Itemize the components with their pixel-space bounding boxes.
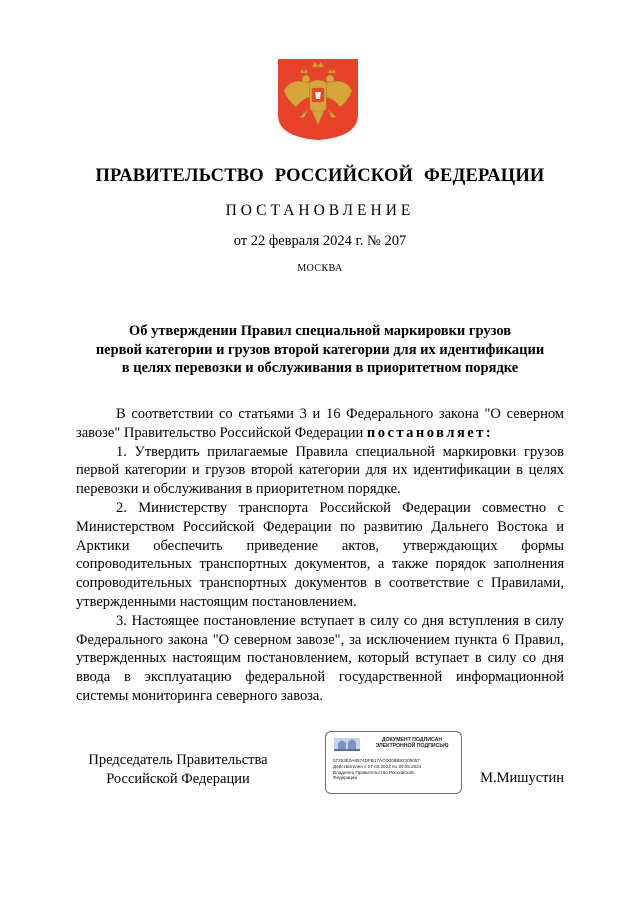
signatory-position: [78, 751, 278, 789]
item-2-paragraph: 2. Министерству транспорта Российской Федерации совместно с Министерством Российской Федерации по развитию Дальнего Востока и Арктики обеспечить приведение актов, утверждающих формы сопроводительных транспортных документов, а также порядок заполнения сопроводительных транспортных документов в соответствие с Правилами, утвержденными настоящим постановлением.: [76, 499, 564, 610]
russian-coat-of-arms-icon: [276, 57, 360, 141]
stamp-title-line-1: ДОКУМЕНТ ПОДПИСАН: [381, 737, 443, 743]
signatory-name: М.Мишустин: [480, 770, 564, 786]
stamp-certificate: 57253E0A6974DFB17ACD008B92305057: [333, 758, 420, 763]
heading-line-1: Об утверждении Правил специальной маркировки грузов: [128, 323, 512, 339]
stamp-details: [333, 758, 459, 781]
stamp-title: [362, 737, 462, 750]
stamp-title-line-2: ЭЛЕКТРОННОЙ ПОДПИСЬЮ: [375, 743, 449, 750]
stamp-validity: Действителен с 07.03.2023 по 30.05.2024: [333, 763, 422, 769]
intro-text: В соответствии со статьями 3 и 16 Федерального закона "О северном завозе" Правительство Российской Федерации: [76, 406, 564, 441]
document-type: ПОСТАНОВЛЕНИЕ: [225, 202, 415, 219]
document-body: [76, 405, 564, 706]
document-heading: [60, 322, 580, 378]
stamp-owner-line-2: Федерации: [333, 775, 358, 781]
heading-line-3: в целях перевозки и обслуживания в приоритетном порядке: [121, 360, 519, 376]
stamp-owner-line-1: Владелец Правительство Российской: [333, 769, 414, 775]
item-3-paragraph: 3. Настоящее постановление вступает в силу со дня вступления в силу Федерального закона "О северном завозе", за исключением пункта 6 Правил, утвержденных настоящим постановлением, который вступает в силу со дня ввода в эксплуатацию федеральной государственной информационной системы мониторинга северного завоза.: [76, 612, 564, 704]
coat-of-arms-stamp-icon: [334, 736, 360, 752]
document-date: от 22 февраля 2024 г. № 207: [233, 233, 407, 249]
electronic-signature-stamp: [325, 731, 462, 794]
intro-paragraph: [76, 405, 564, 443]
government-title: ПРАВИТЕЛЬСТВО РОССИЙСКОЙ ФЕДЕРАЦИИ: [95, 166, 545, 186]
heading-line-2: первой категории и грузов второй категории для их идентификации: [95, 341, 545, 358]
item-1-paragraph: 1. Утвердить прилагаемые Правила специальной маркировки грузов первой категории и грузов второй категории для их идентификации в целях перевозки и обслуживания в приоритетном порядке.: [76, 443, 564, 498]
document-city: МОСКВА: [297, 263, 343, 274]
resolves-word: постановляет:: [366, 424, 494, 441]
position-line-1: Председатель Правительства: [88, 752, 268, 768]
position-line-2: Российской Федерации: [106, 771, 250, 787]
